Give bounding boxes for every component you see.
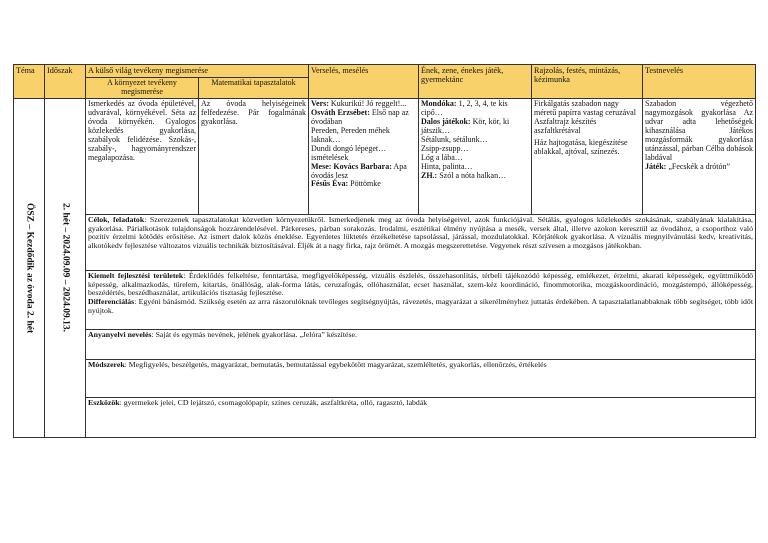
testneveles-p1: Szabadon végezhető nagymozgások gyakorlása Az udvar adta lehetőségek kihasználása Játékos mozgásformák gyakorlása utánzással, párban Célba dobások labdával bbox=[645, 98, 753, 162]
rajzolas-cell bbox=[532, 98, 643, 214]
eszkozok-text: : gyermekek jelei, CD lejátszó, csomagolópapír, színes ceruzák, aszfaltkréta, olló, ragasztó, labdák bbox=[119, 397, 428, 407]
enek-l3: Sétálunk, sétálunk… bbox=[421, 134, 488, 144]
verseles-l3: Pereden, Pereden méhek laknak… bbox=[311, 125, 390, 144]
verseles-l6: Pöttömke bbox=[348, 179, 381, 189]
modszerek-text: : Megfigyelés, beszélgetés, magyarázat, bemutatás, bemutatással egybekötött magyarázat, szemléltetés, gyakorlás, ellenőrzés, értékelés bbox=[124, 359, 547, 369]
verseles-l6-label: Fésűs Éva: bbox=[311, 179, 349, 189]
header-rajzolas: Rajzolás, festés, mintázás, kézimunka bbox=[532, 65, 643, 99]
enek-l2: Kör, kör, ki játszik… bbox=[421, 116, 510, 135]
kiemelt-cell bbox=[86, 270, 756, 329]
rajzolas-p2: Ház hajtogatása, kiegészítése ablakkal, ajtóval, színezés. bbox=[534, 137, 628, 156]
celok-cell bbox=[86, 214, 756, 270]
eszkozok-cell bbox=[86, 397, 756, 437]
testneveles-jatek: „Fecskék a drótón” bbox=[666, 161, 731, 171]
header-idoszak: Időszak bbox=[45, 65, 86, 99]
enek-l1-label: Mondóka: bbox=[421, 98, 457, 108]
modszerek-label: Módszerek bbox=[88, 359, 125, 369]
celok-text: : Szerezzenek tapasztalatokat közvetlen környezetükről. Ismerkedjenek meg az óvoda helyiségeivel, azok funkciójával. Sétálás, gyalogos közlekedés szokásának, szabályának kialakítása, gyakorlása. Párialkotások tulajdonságok hozzárendelésével. Párkereses, párban sorakozás. Irodalmi, esztétikai élmény nyújtása a mesék, versek által, illetve azokon keresztül az óvodához, a csoporthoz való pozitív érzelmi kötődés erősítése. Az ismert dalok közös éneklése. Egyenletes lüktetés érzékeltetése tapsolással, járással, mozdulatokkal. Körjátékok gyakorlása. A vizuális megnyilvánulási kedv, kreativitás, alkotókedv fejlesztése változatos vizuális technikák biztosításával. Éljék át a nagy firka, rajz örömét. A mozgás megszerettetése. Vegyenek részt szívesen a mozgásos játékokban. bbox=[88, 214, 753, 251]
header-testneveles: Testnevelés bbox=[643, 65, 756, 99]
kiemelt-label: Kiemelt fejlesztési területek bbox=[88, 270, 184, 280]
modszerek-cell bbox=[86, 359, 756, 397]
enek-l7: Szól a nóta halkan… bbox=[437, 170, 507, 180]
kornyezet-text: Ismerkedés az óvoda épületével, udvarával, környékével. Séta az óvoda környékén. Gyalogos közlekedés gyakorlása, szabályok felidézése. Szokás-, szabály-, hagyományrendszer megalapozása. bbox=[88, 98, 196, 162]
differencialas-label: Differenciálás bbox=[88, 297, 135, 307]
tema-value: ÖSZ – Kezdődik az óvoda 2. hét bbox=[24, 202, 35, 333]
enek-l7-label: ZH.: bbox=[421, 170, 438, 180]
rajzolas-p1: Firkálgatás szabadon nagy méretű papírra vastag ceruzával Aszfaltrajz készítés aszfaltkrétával bbox=[534, 98, 636, 135]
enek-l5: Lóg a lába… bbox=[421, 152, 463, 162]
header-verseles: Verselés, mesélés bbox=[309, 65, 419, 99]
anyanyelvi-cell bbox=[86, 329, 756, 359]
verseles-l5: Apa óvodás lesz bbox=[311, 161, 407, 180]
verseles-cell bbox=[309, 98, 419, 214]
header-kornyezet: A környezet tevékeny megismerése bbox=[86, 78, 199, 99]
verseles-l4: Dundi dongó lépeget… ismételések bbox=[311, 143, 387, 162]
verseles-l2: Első nap az óvodában bbox=[311, 107, 409, 126]
enek-cell bbox=[419, 98, 532, 214]
weekly-plan-table bbox=[13, 64, 756, 438]
idoszak-value: 2. hét – 2024.09.09 – 2024.09.13. bbox=[60, 203, 71, 333]
header-matematikai: Matematikai tapasztalatok bbox=[199, 78, 309, 99]
matematikai-text: Az óvoda helyiségeinek felfedezése. Pár fogalmának gyakorlása. bbox=[201, 98, 306, 126]
tema-cell bbox=[14, 98, 45, 437]
verseles-l5-label: Mese: Kovács Barbara: bbox=[311, 161, 392, 171]
kornyezet-cell bbox=[86, 98, 199, 214]
differencialas-text: : Egyéni bánásmód. Szükség esetén az arra rászorulóknak tevőleges segítségnyújtás, rávezetés, magyarázat a sikerélményhez juttatás érdekében. A tapasztalatlanabbaknak több segítséget, több időt nyújtok. bbox=[88, 297, 753, 315]
header-kulso-vilag: A külső világ tevékeny megismerése bbox=[86, 65, 309, 78]
kiemelt-text: : Érdeklődés felkeltése, fenntartása, megfigyelőképesség, vizuális észlelés, összehasonlítás, térbeli tájékozódó képesség, emlékezet, érzelmi, akarati képességek, együttműködő képesség, alkalmazkodás, türelem, kitartás, önállóság, alak-forma látás, ceruzafogás, ollóhasználat, ecset használat, szem-kéz koordináció, finommotorika, mozgáskoordináció, mozgástempó, állóképesség, beszédértés, beszédhasználat, artikulációs tisztaság fejlesztése. bbox=[88, 270, 754, 298]
header-tema: Téma bbox=[14, 65, 45, 99]
anyanyelvi-label: Anyanyelvi nevelés bbox=[88, 329, 152, 339]
weekly-plan-page bbox=[13, 64, 755, 443]
testneveles-cell bbox=[643, 98, 756, 214]
enek-l2-label: Dalos játékok: bbox=[421, 116, 471, 126]
header-enek: Ének, zene, énekes játék, gyermektánc bbox=[419, 65, 532, 99]
eszkozok-label: Eszközök bbox=[88, 397, 120, 407]
verseles-l2-label: Osváth Erzsébet: bbox=[311, 107, 370, 117]
enek-l6: Hinta, palinta… bbox=[421, 161, 473, 171]
verseles-l1: Kukurikú! Jó reggelt!... bbox=[328, 98, 407, 108]
celok-label: Célok, feladatok bbox=[88, 214, 145, 224]
idoszak-cell bbox=[45, 98, 86, 437]
enek-l4: Zsipp-zsupp… bbox=[421, 143, 469, 153]
verseles-l1-label: Vers: bbox=[311, 98, 329, 108]
anyanyelvi-text: : Saját és egymás nevének, jelének gyakorlása. „Jelóra” készítése. bbox=[151, 329, 357, 339]
testneveles-jatek-label: Játék: bbox=[645, 161, 667, 171]
matematikai-cell bbox=[199, 98, 309, 214]
enek-l1: 1, 2, 3, 4, te kis cipő… bbox=[421, 98, 508, 117]
